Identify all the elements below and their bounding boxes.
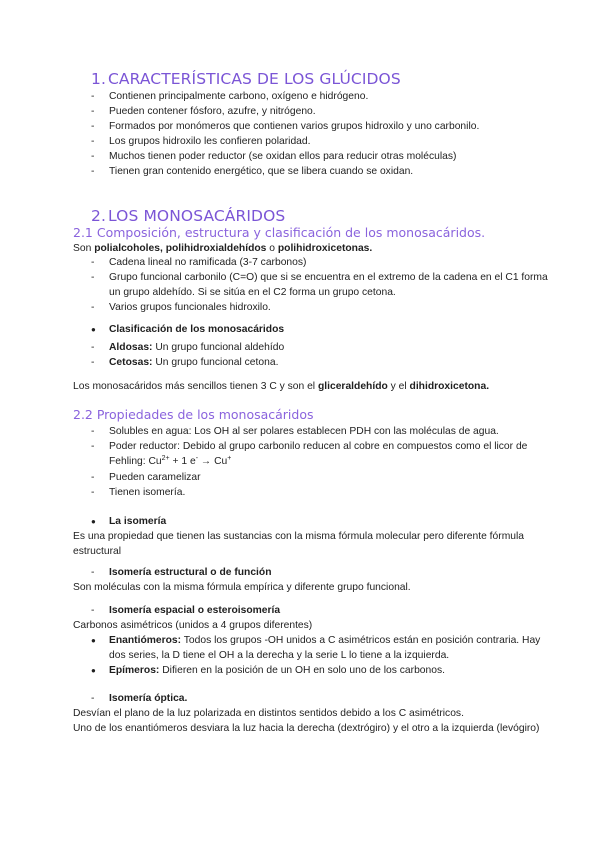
fehling-reaction xyxy=(109,455,231,468)
isomeria-definition-cont: estructural xyxy=(73,546,122,557)
sub2-item: Tienen isomería. xyxy=(109,487,186,498)
section-1-number: 1. xyxy=(91,70,106,88)
sub1-item-continued: un grupo aldehído. Si se sitúa en el C2 forma un grupo cetona. xyxy=(109,287,396,298)
bullet-dot: ● xyxy=(91,666,96,675)
sub1-item: Grupo funcional carbonilo (C=O) que si se encuentra en el extremo de la cadena en el C1 forma xyxy=(109,272,548,283)
intro-bold-1: polialcoholes, polihidroxialdehídos xyxy=(94,243,267,254)
bullet-dash: - xyxy=(91,136,95,147)
enantiomeros-item-cont: dos series, la D tiene el OH a la derecha y la serie L lo tiene a la izquierda. xyxy=(109,650,450,661)
bullet-dash: - xyxy=(91,487,95,498)
isomeria-estructural-title: Isomería estructural o de función xyxy=(109,567,272,578)
monosacaridos-intro xyxy=(73,242,372,255)
bullet-dash: - xyxy=(91,441,95,452)
intro-mid: o xyxy=(266,243,278,254)
section-2-heading xyxy=(91,207,285,225)
isomeria-estructural-definition: Son moléculas con la misma fórmula empírica y diferente grupo funcional. xyxy=(73,582,411,593)
bullet-dash: - xyxy=(91,567,95,578)
simple-monosaccharides xyxy=(73,380,489,393)
isomeria-espacial-title: Isomería espacial o esteroisomería xyxy=(109,605,281,616)
section-1-heading xyxy=(91,70,401,88)
sub2-item: Pueden caramelizar xyxy=(109,472,201,483)
sec1-item: Contienen principalmente carbono, oxígeno e hidrógeno. xyxy=(109,91,369,102)
enantiomeros-label: Enantiómeros: xyxy=(109,635,182,646)
cetosas-label: Cetosas: xyxy=(109,357,153,368)
bullet-dash: - xyxy=(91,426,95,437)
simple-prefix: Los monosacáridos más sencillos tienen 3 C y son el xyxy=(73,381,318,392)
subsection-2-1-title: 2.1 Composición, estructura y clasificación de los monosacáridos. xyxy=(73,225,486,240)
isomeria-optica-title: Isomería óptica. xyxy=(109,693,188,704)
isomeria-title: La isomería xyxy=(109,516,167,527)
simple-bold-2: dihidroxicetona. xyxy=(409,381,490,392)
bullet-dash: - xyxy=(91,302,95,313)
intro-bold-2: polihidroxicetonas. xyxy=(277,243,373,254)
bullet-dot: ● xyxy=(91,517,96,526)
section-1-title: CARACTERÍSTICAS DE LOS GLÚCIDOS xyxy=(108,70,401,88)
isomeria-optica-definition: Desvían el plano de la luz polarizada en distintos sentidos debido a los C asimétricos. xyxy=(73,708,464,719)
simple-mid: y el xyxy=(387,381,410,392)
fehling-sup-1: 2+ xyxy=(161,455,170,462)
enantiomeros-text: Todos los grupos -OH unidos a C asimétricos están en posición contraria. Hay xyxy=(181,635,541,646)
bullet-dash: - xyxy=(91,693,95,704)
bullet-dash: - xyxy=(91,272,95,283)
cetosas-item xyxy=(109,356,278,369)
fehling-sup-2: - xyxy=(195,455,199,462)
sec1-item: Tienen gran contenido energético, que se libera cuando se oxidan. xyxy=(109,166,414,177)
isomeria-optica-definition-cont: Uno de los enantiómeros desviara la luz hacia la derecha (dextrógiro) y el otro a la izquierda (levógiro) xyxy=(73,723,540,734)
fehling-prefix: Fehling: Cu xyxy=(109,456,162,467)
isomeria-definition: Es una propiedad que tienen las sustancias con la misma fórmula molecular pero diferente fórmula xyxy=(73,531,525,542)
fehling-sup-3: + xyxy=(227,455,232,462)
sub1-item: Cadena lineal no ramificada (3-7 carbonos) xyxy=(109,257,307,268)
sec1-item: Muchos tienen poder reductor (se oxidan ellos para reducir otras moléculas) xyxy=(109,151,457,162)
bullet-dash: - xyxy=(91,472,95,483)
aldosas-label: Aldosas: xyxy=(109,342,153,353)
bullet-dash: - xyxy=(91,151,95,162)
bullet-dash: - xyxy=(91,121,95,132)
classification-title: Clasificación de los monosacáridos xyxy=(109,324,285,335)
bullet-dash: - xyxy=(91,91,95,102)
cetosas-text: Un grupo funcional cetona. xyxy=(152,357,279,368)
sec1-item: Los grupos hidroxilo les confieren polaridad. xyxy=(109,136,311,147)
sub2-item: Solubles en agua: Los OH al ser polares establecen PDH con las moléculas de agua. xyxy=(109,426,499,437)
simple-bold-1: gliceraldehído xyxy=(317,381,388,392)
bullet-dot: ● xyxy=(91,636,96,645)
epimeros-label: Epímeros: xyxy=(109,665,160,676)
bullet-dash: - xyxy=(91,257,95,268)
bullet-dot: ● xyxy=(91,325,96,334)
bullet-dash: - xyxy=(91,106,95,117)
section-2-number: 2. xyxy=(91,207,106,225)
enantiomeros-item xyxy=(109,634,540,647)
sec1-item: Formados por monómeros que contienen varios grupos hidroxilo y uno carbonilo. xyxy=(109,121,480,132)
isomeria-espacial-definition: Carbonos asimétricos (unidos a 4 grupos diferentes) xyxy=(73,620,313,631)
intro-prefix: Son xyxy=(73,243,95,254)
fehling-arrow: → Cu xyxy=(198,456,228,467)
epimeros-item xyxy=(109,664,445,677)
sub2-item: Poder reductor: Debido al grupo carbonilo reducen al cobre en compuestos como el licor de xyxy=(109,441,528,452)
fehling-mid: + 1 e xyxy=(169,456,196,467)
bullet-dash: - xyxy=(91,166,95,177)
aldosas-text: Un grupo funcional aldehído xyxy=(152,342,285,353)
section-2-title: LOS MONOSACÁRIDOS xyxy=(108,207,286,225)
subsection-2-2-title: 2.2 Propiedades de los monosacáridos xyxy=(73,407,314,422)
bullet-dash: - xyxy=(91,357,95,368)
epimeros-text: Difieren en la posición de un OH en solo uno de los carbonos. xyxy=(159,665,445,676)
aldosas-item xyxy=(109,341,284,354)
bullet-dash: - xyxy=(91,342,95,353)
bullet-dash: - xyxy=(91,605,95,616)
sec1-item: Pueden contener fósforo, azufre, y nitrógeno. xyxy=(109,106,316,117)
sub1-item: Varios grupos funcionales hidroxilo. xyxy=(109,302,271,313)
